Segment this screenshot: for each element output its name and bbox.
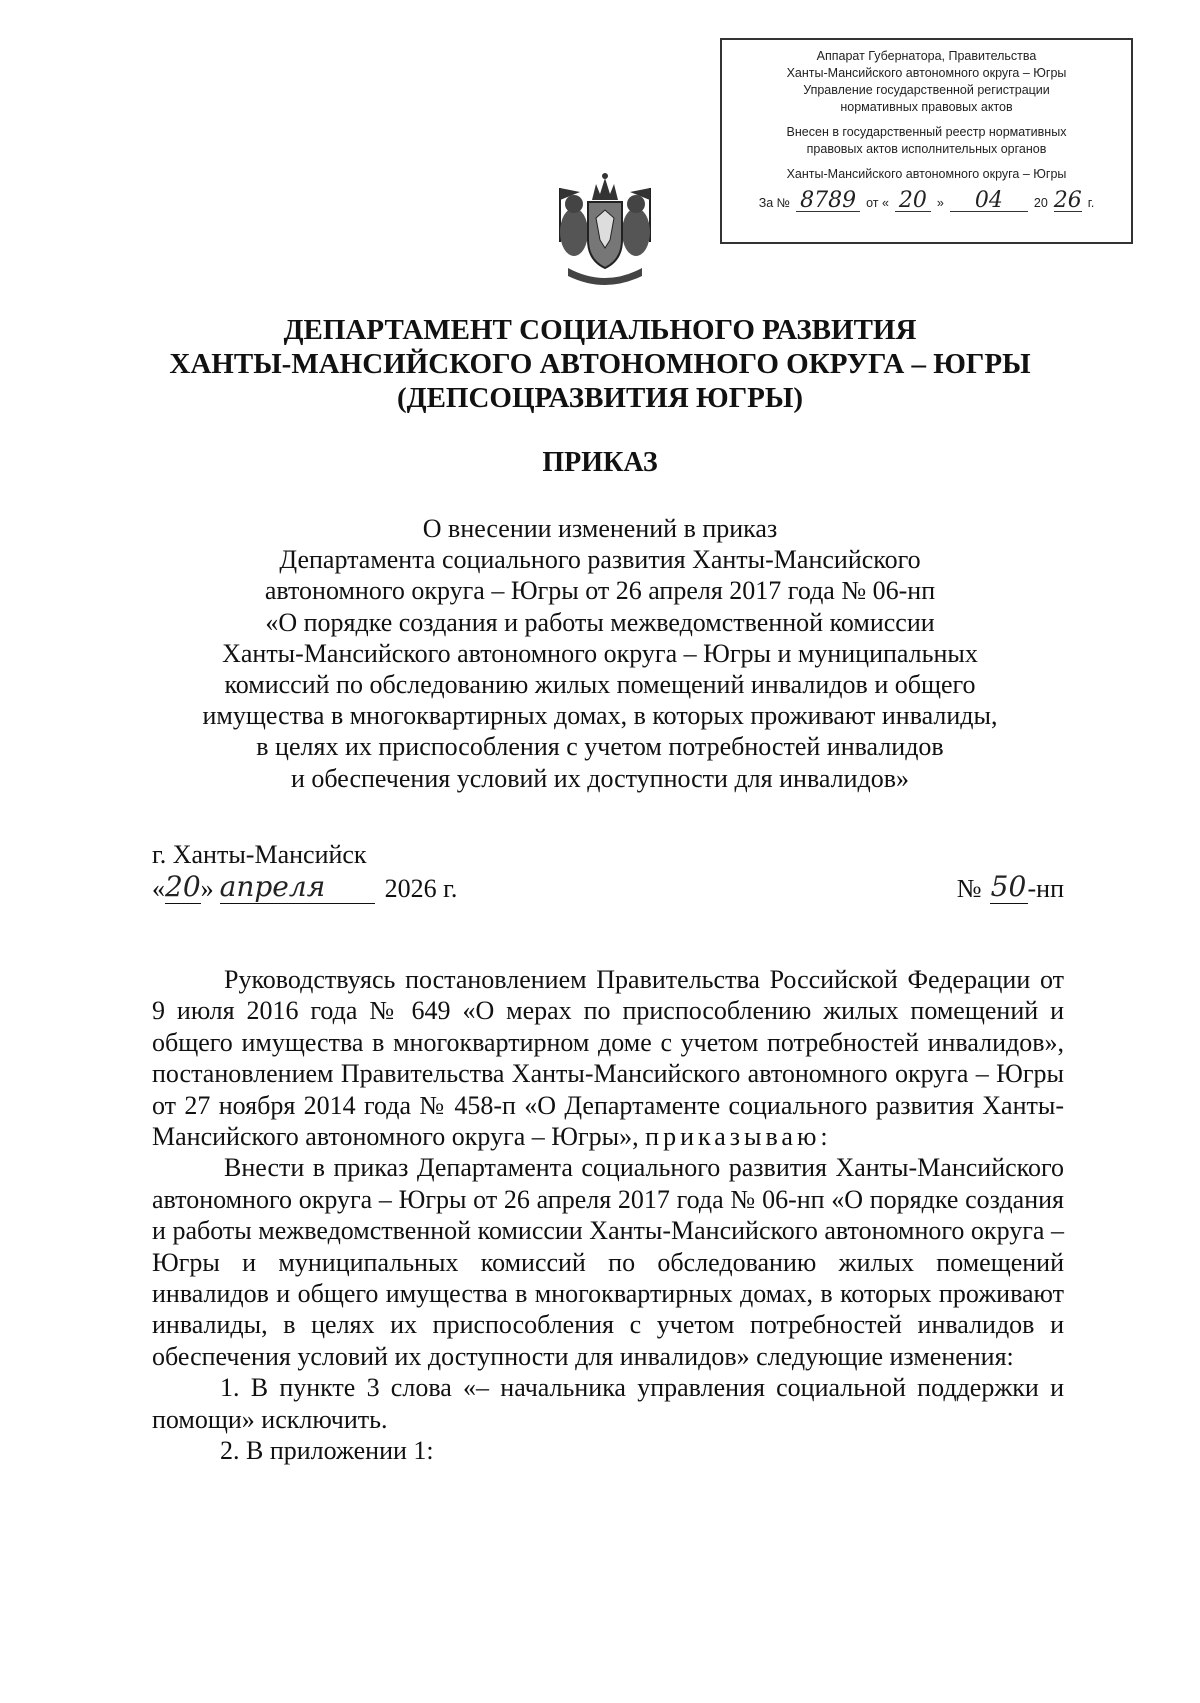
subject-line: имущества в многоквартирных домах, в которых проживают инвалиды, [202,701,998,731]
department-name [0,313,1200,415]
body-paragraph: Внести в приказ Департамента социального развития Ханты-Мансийского автономного округа – Югры от 26 апреля 2017 года № 06-нп «О порядке создания и работы межведомственной комиссии Ханты-Мансийского автономного округа – Югры и муниципальных комиссий по обследованию жилых помещений инвалидов и общего имущества в многоквартирных домах, в которых проживают инвалиды, в целях их приспособления с учетом потребностей инвалидов и обеспечения условий их доступности для инвалидов» следующие изменения: [152,1153,1064,1371]
city: г. Ханты-Мансийск [152,840,367,869]
stamp-year-end: г. [1087,196,1095,210]
date-day: 20 [165,870,201,903]
date-open-quote: « [152,874,165,903]
order-body [152,964,1064,1467]
stamp-year-suffix: 26 [1053,188,1082,213]
order-subject [0,513,1200,794]
stamp-year-prefix: 20 [1033,196,1048,210]
subject-line: комиссий по обследованию жилых помещений инвалидов и общего [224,670,976,700]
subject-line: Ханты-Мансийского автономного округа – Югры и муниципальных [222,638,978,668]
order-verb: приказываю: [645,1122,832,1152]
stamp-registration-line [728,188,1125,213]
stamp-reg-prefix: За № [758,196,791,210]
stamp-line: Ханты-Мансийского автономного округа – Югры [786,167,1067,181]
document-type: ПРИКАЗ [542,447,658,478]
list-item: 1. В пункте 3 слова «– начальника управления социальной поддержки и помощи» исключить. [152,1373,1064,1434]
department-line: ДЕПАРТАМЕНТ СОЦИАЛЬНОГО РАЗВИТИЯ [283,314,917,346]
body-paragraph [152,964,1064,1152]
list-item: 2. В приложении 1: [220,1436,434,1466]
stamp-day: 20 [895,191,931,212]
stamp-month: 04 [950,191,1028,212]
date-close-quote: » [200,874,214,903]
number-suffix: -нп [1027,874,1064,903]
number-value: 50 [990,870,1027,903]
coat-of-arms-icon [550,170,660,290]
order-date [152,870,457,904]
date-year: 2026 г. [384,874,458,903]
stamp-line: нормативных правовых актов [840,100,1013,114]
stamp-reg-number: 8789 [796,191,860,212]
department-line: (ДЕПСОЦРАЗВИТИЯ ЮГРЫ) [396,382,804,414]
stamp-from-label: от « [866,196,889,210]
paragraph-text: Руководствуясь постановлением Правительства Российской Федерации от 9 июля 2016 года № 649 «О мерах по приспособлению жилых помещений и общего имущества в многоквартирном доме с учетом потребностей инвалидов», постановлением Правительства Ханты-Мансийского автономного округа – Югры от 27 ноября 2014 года № 458-п «О Департаменте социального развития Ханты-Мансийского автономного округа – Югры», [152,965,1064,1152]
subject-line: и обеспечения условий их доступности для инвалидов» [290,763,910,793]
stamp-line: Управление государственной регистрации [803,83,1050,97]
stamp-quote-close: » [936,196,944,210]
subject-line: О внесении изменений в приказ [422,514,778,543]
subject-line: Департамента социального развития Ханты-Мансийского [279,545,921,575]
subject-line: автономного округа – Югры от 26 апреля 2017 года № 06-нп [264,576,936,606]
subject-line: «О порядке создания и работы межведомственной комиссии [265,607,935,637]
subject-line: в целях их приспособления с учетом потребностей инвалидов [256,732,944,762]
stamp-line: Аппарат Губернатора, Правительства [816,49,1037,63]
department-line: ХАНТЫ-МАНСИЙСКОГО АВТОНОМНОГО ОКРУГА – ЮГРЫ [169,348,1031,380]
date-month: апреля [220,870,375,904]
registration-stamp [720,38,1133,244]
number-prefix: № [956,874,982,903]
stamp-line: Внесен в государственный реестр нормативных [786,125,1067,139]
stamp-line: правовых актов исполнительных органов [806,142,1047,156]
stamp-line: Ханты-Мансийского автономного округа – Югры [786,66,1067,80]
order-number [957,870,1064,904]
